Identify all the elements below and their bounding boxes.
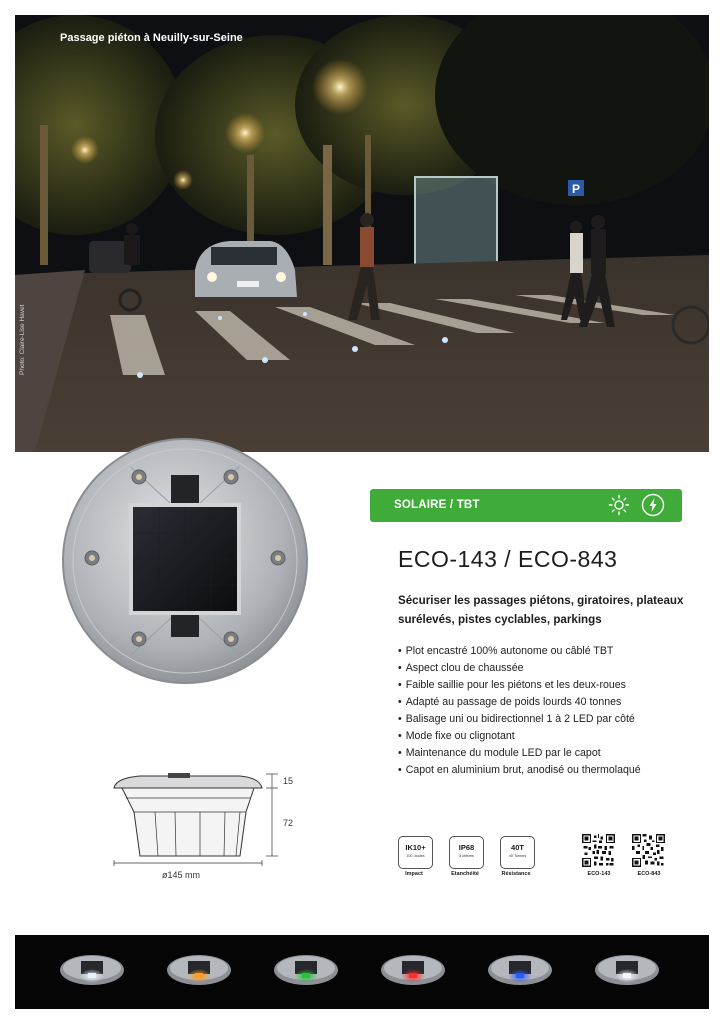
led-stud-icon xyxy=(380,952,446,988)
led-stud-icon xyxy=(273,952,339,988)
spec-value: 40T xyxy=(511,843,524,852)
qr-caption: ECO-843 xyxy=(637,871,661,877)
product-top-view-image xyxy=(61,437,309,685)
led-color-strip xyxy=(15,935,709,1009)
dimension-diameter: ø145 mm xyxy=(162,870,201,880)
spec-value: IP68 xyxy=(458,843,475,852)
feature-item: • Balisage uni ou bidirectionnel 1 à 2 LED par côté xyxy=(398,711,641,728)
category-banner xyxy=(370,489,682,522)
spec-detail: 5 Mètres xyxy=(459,854,474,858)
street-scene-illustration xyxy=(15,15,709,452)
spec-caption: Etanchéité xyxy=(451,871,479,877)
led-stud-icon xyxy=(59,952,125,988)
spec-detail: 100 Joules xyxy=(406,854,425,858)
led-stud-icon xyxy=(487,952,553,988)
feature-item: • Mode fixe ou clignotant xyxy=(398,728,641,745)
qr-code-icon[interactable] xyxy=(582,834,615,867)
photo-caption: Passage piéton à Neuilly-sur-Seine xyxy=(60,32,243,44)
spec-caption: Impact xyxy=(405,871,423,877)
lightning-bolt-icon xyxy=(641,493,665,517)
spec-badge-sealing xyxy=(449,836,484,869)
spec-caption: Résistance xyxy=(501,871,531,877)
svg-text:P: P xyxy=(572,182,581,196)
feature-item: • Maintenance du module LED par le capot xyxy=(398,745,641,762)
product-profile-drawing xyxy=(100,760,310,890)
feature-item: • Plot encastré 100% autonome ou câblé TBT xyxy=(398,643,641,660)
photo-credit: Photo: Claire-Lise Havet xyxy=(19,304,26,375)
spec-detail: 40 Tonnes xyxy=(508,854,527,858)
qr-caption: ECO-143 xyxy=(587,871,611,877)
led-stud-icon xyxy=(594,952,660,988)
sun-icon xyxy=(608,494,630,516)
spec-badge-resistance xyxy=(500,836,535,869)
led-stud-icon xyxy=(166,952,232,988)
spec-value: IK10+ xyxy=(405,843,426,852)
qr-code-icon[interactable] xyxy=(632,834,665,867)
feature-item: • Adapté au passage de poids lourds 40 tonnes xyxy=(398,694,641,711)
dimension-cap-height: 15 xyxy=(283,776,294,786)
product-title: ECO-143 / ECO-843 xyxy=(398,546,618,572)
feature-list xyxy=(398,643,641,779)
feature-item: • Capot en aluminium brut, anodisé ou thermolaqué xyxy=(398,762,641,779)
category-label: SOLAIRE / TBT xyxy=(394,499,480,511)
feature-item: • Aspect clou de chaussée xyxy=(398,660,641,677)
hero-photo xyxy=(15,15,709,452)
spec-badge-impact xyxy=(398,836,433,869)
feature-item: • Faible saillie pour les piétons et les deux-roues xyxy=(398,677,641,694)
product-subtitle: Sécuriser les passages piétons, giratoires, plateaux surélevés, pistes cyclables, parkings xyxy=(398,594,684,626)
dimension-body-height: 72 xyxy=(283,818,294,828)
